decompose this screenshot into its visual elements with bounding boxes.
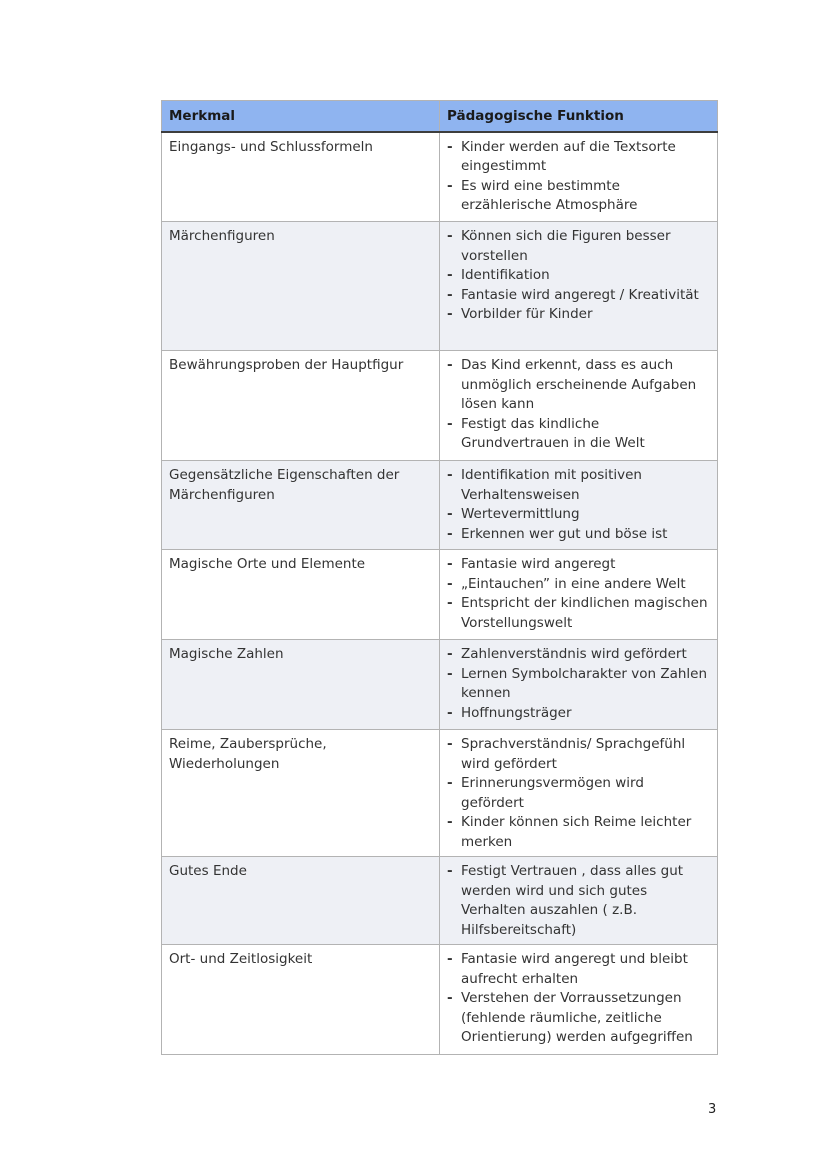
dash-bullet-icon: - [447,177,453,194]
dash-bullet-icon: - [447,415,453,432]
list-item [447,813,710,852]
merkmal-cell: Ort- und Zeitlosigkeit [162,945,440,1055]
list-item-text: Hoffnungsträger [461,704,572,721]
list-item-text: Verstehen der Vorraussetzungen (fehlende räumliche, zeitliche Orientierung) werden aufgegriffen [461,990,693,1045]
list-item-text: Entspricht der kindlichen magischen Vorstellungswelt [461,595,708,631]
list-item [447,950,710,989]
dash-bullet-icon: - [447,704,453,721]
list-item [447,415,710,454]
funktion-list [447,466,710,544]
list-item [447,594,710,633]
table-row [162,550,718,640]
list-item [447,505,710,525]
dash-bullet-icon: - [447,990,453,1006]
list-item [447,735,710,774]
funktion-cell [440,730,718,857]
dash-bullet-icon: - [447,228,453,244]
dash-bullet-icon: - [447,595,453,611]
dash-bullet-icon: - [447,665,453,682]
table-row [162,730,718,857]
feature-table [161,100,718,1055]
list-item [447,227,710,266]
list-item-text: Fantasie wird angeregt / Kreativität [461,286,699,303]
dash-bullet-icon: - [447,525,453,542]
list-item-text: Festigt das kindliche Grundvertrauen in die Welt [461,415,645,451]
table-row [162,945,718,1055]
merkmal-cell: Reime, Zaubersprüche, Wiederholungen [162,730,440,857]
funktion-cell [440,132,718,222]
merkmal-cell: Bewährungsproben der Hauptfigur [162,351,440,461]
list-item [447,704,710,724]
merkmal-cell: Gutes Ende [162,857,440,945]
dash-bullet-icon: - [447,736,453,752]
funktion-cell [440,550,718,640]
dash-bullet-icon: - [447,357,453,373]
list-item [447,774,710,813]
table-row [162,461,718,550]
list-item [447,305,710,325]
funktion-cell [440,222,718,351]
list-item [447,862,710,940]
table-row [162,132,718,222]
list-item [447,555,710,575]
list-item-text: Erinnerungsvermögen wird gefördert [461,775,644,811]
list-item [447,177,710,216]
merkmal-cell: Gegensätzliche Eigenschaften der Märchenfiguren [162,461,440,550]
list-item-text: „Eintauchen” in eine andere Welt [461,575,686,592]
funktion-cell [440,351,718,461]
dash-bullet-icon: - [447,775,453,791]
dash-bullet-icon: - [447,556,453,572]
funktion-list [447,555,710,633]
list-item [447,665,710,704]
list-item-text: Festigt Vertrauen , dass alles gut werden wird und sich gutes Verhalten auszahlen ( z.B. Hilfsbereitschaft) [461,863,684,938]
dash-bullet-icon: - [447,306,453,322]
dash-bullet-icon: - [447,951,453,967]
funktion-list [447,862,710,940]
funktion-list [447,356,710,454]
table-row [162,857,718,945]
merkmal-cell: Magische Zahlen [162,640,440,730]
list-item [447,575,710,595]
dash-bullet-icon: - [447,267,453,283]
table-body [162,132,718,1055]
dash-bullet-icon: - [447,814,453,830]
dash-bullet-icon: - [447,646,453,662]
funktion-list [447,950,710,1048]
list-item-text: Lernen Symbolcharakter von Zahlen kennen [461,665,708,701]
table-row [162,640,718,730]
funktion-cell [440,461,718,550]
list-item-text: Das Kind erkennt, dass es auch unmöglich erscheinende Aufgaben lösen kann [461,357,697,412]
list-item-text: Fantasie wird angeregt [461,556,616,572]
list-item-text: Identifikation mit positiven Verhaltensweisen [461,467,642,503]
column-header-funktion: Pädagogische Funktion [440,101,718,132]
dash-bullet-icon: - [447,575,453,592]
dash-bullet-icon: - [447,506,453,522]
table-row [162,222,718,351]
list-item [447,356,710,415]
funktion-cell [440,857,718,945]
funktion-list [447,645,710,723]
merkmal-cell: Eingangs- und Schlussformeln [162,132,440,222]
table-row [162,351,718,461]
dash-bullet-icon: - [447,863,453,879]
list-item [447,138,710,177]
list-item-text: Zahlenverständnis wird gefördert [461,646,687,662]
list-item-text: Vorbilder für Kinder [461,306,593,322]
funktion-cell [440,640,718,730]
list-item-text: Wertevermittlung [461,506,580,522]
dash-bullet-icon: - [447,286,453,303]
list-item-text: Kinder können sich Reime leichter merken [461,814,692,850]
list-item [447,645,710,665]
list-item [447,286,710,306]
funktion-list [447,735,710,852]
funktion-cell [440,945,718,1055]
list-item-text: Identifikation [461,267,550,283]
list-item [447,266,710,286]
page-number: 3 [708,1102,717,1117]
merkmal-cell: Magische Orte und Elemente [162,550,440,640]
list-item-text: Fantasie wird angeregt und bleibt aufrecht erhalten [461,951,688,987]
column-header-merkmal: Merkmal [162,101,440,132]
funktion-list [447,138,710,216]
table-header-row [162,101,718,132]
dash-bullet-icon: - [447,467,453,483]
merkmal-cell: Märchenfiguren [162,222,440,351]
list-item-text: Es wird eine bestimmte erzählerische Atmosphäre [461,177,638,213]
dash-bullet-icon: - [447,138,453,155]
list-item [447,525,710,545]
list-item-text: Kinder werden auf die Textsorte eingestimmt [461,138,676,174]
funktion-list [447,227,710,325]
list-item [447,466,710,505]
list-item-text: Sprachverständnis/ Sprachgefühl wird gefördert [461,736,686,772]
list-item [447,989,710,1048]
list-item-text: Erkennen wer gut und böse ist [461,525,668,542]
list-item-text: Können sich die Figuren besser vorstellen [461,228,671,264]
